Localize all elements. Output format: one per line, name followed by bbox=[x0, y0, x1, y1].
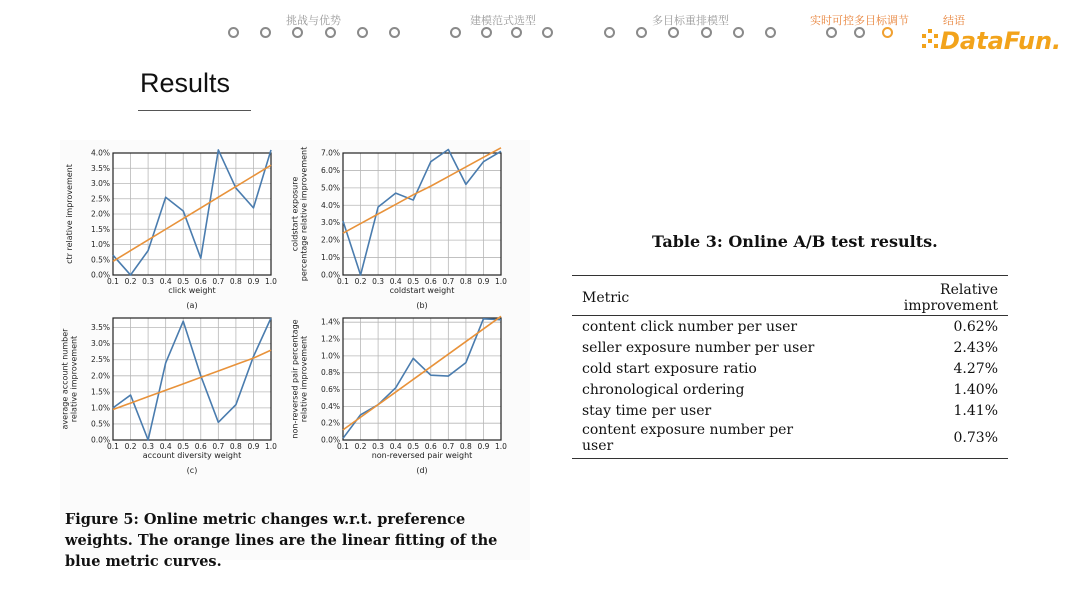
chart-c-x-tick-label: 0.9 bbox=[247, 442, 260, 451]
nav-dot[interactable] bbox=[636, 27, 647, 38]
chart-d-x-tick-label: 0.5 bbox=[407, 442, 420, 451]
chart-c-y-tick-label: 2.0% bbox=[90, 371, 110, 381]
datafun-logo bbox=[920, 22, 1070, 56]
chart-a-x-tick-label: 0.7 bbox=[212, 277, 225, 286]
table-row bbox=[572, 421, 1008, 459]
chart-a-x-tick-label: 0.1 bbox=[107, 277, 119, 286]
chart-a-y-tick-label: 0.5% bbox=[90, 255, 110, 265]
chart-a-x-tick-label: 0.6 bbox=[194, 277, 207, 286]
chart-b-y-tick-label: 2.0% bbox=[320, 235, 340, 245]
chart-d-x-tick-label: 0.8 bbox=[459, 442, 472, 451]
chart-a-panel-label: (a) bbox=[186, 301, 198, 310]
chart-d-y-axis-label: relative improvement bbox=[299, 335, 309, 423]
table-row bbox=[572, 400, 1008, 421]
chart-b-y-tick-label: 4.0% bbox=[320, 200, 340, 210]
nav-dot[interactable] bbox=[604, 27, 615, 38]
nav-label-rerank-model[interactable]: 多目标重排模型 bbox=[652, 14, 729, 27]
chart-a-y-tick-label: 0.0% bbox=[90, 270, 110, 280]
chart-d-x-tick-label: 1.0 bbox=[495, 442, 507, 451]
chart-d-x-tick-label: 0.6 bbox=[424, 442, 437, 451]
nav-label-paradigm[interactable]: 建模范式选型 bbox=[470, 14, 536, 27]
chart-d-x-axis-label: non-reversed pair weight bbox=[371, 451, 473, 460]
chart-b-x-tick-label: 0.9 bbox=[477, 277, 490, 286]
chart-d-y-tick-label: 1.4% bbox=[320, 317, 340, 327]
metric-cell: chronological ordering bbox=[582, 381, 745, 398]
table-row bbox=[572, 316, 1008, 338]
chart-c-y-tick-label: 0.0% bbox=[90, 435, 110, 445]
nav-dot[interactable] bbox=[228, 27, 239, 38]
improvement-cell: 2.43% bbox=[953, 339, 998, 356]
chart-c-y-tick-label: 3.5% bbox=[90, 323, 110, 333]
nav-dot[interactable] bbox=[292, 27, 303, 38]
chart-b-y-tick-label: 3.0% bbox=[320, 218, 340, 228]
improvement-cell: 0.62% bbox=[953, 318, 998, 335]
chart-c bbox=[60, 310, 290, 482]
chart-b-x-axis-label: coldstart weight bbox=[389, 286, 455, 295]
chart-b-y-tick-label: 1.0% bbox=[320, 253, 340, 263]
chart-d-panel-label: (d) bbox=[416, 466, 428, 475]
chart-d-y-tick-label: 1.0% bbox=[320, 351, 340, 361]
slide-title: Results bbox=[140, 68, 231, 98]
chart-a bbox=[60, 145, 290, 317]
metric-cell: stay time per user bbox=[582, 402, 712, 419]
nav-label-conclusion[interactable]: 结语 bbox=[943, 14, 965, 27]
chart-a-x-axis-label: click weight bbox=[168, 286, 216, 295]
table-row bbox=[572, 358, 1008, 379]
nav-label-challenges[interactable]: 挑战与优势 bbox=[286, 14, 341, 27]
chart-a-y-tick-label: 2.0% bbox=[90, 209, 110, 219]
chart-a-y-tick-label: 4.0% bbox=[90, 148, 110, 158]
chart-a-y-tick-label: 3.5% bbox=[90, 163, 110, 173]
chart-c-x-axis-label: account diversity weight bbox=[142, 451, 242, 460]
chart-a-x-tick-label: 0.4 bbox=[159, 277, 172, 286]
chart-b-x-tick-label: 0.8 bbox=[459, 277, 472, 286]
nav-dot[interactable] bbox=[854, 27, 865, 38]
metric-cell: cold start exposure ratio bbox=[582, 360, 757, 377]
chart-c-x-tick-label: 0.2 bbox=[124, 442, 137, 451]
chart-d-y-tick-label: 0.2% bbox=[320, 418, 340, 428]
chart-d-y-tick-label: 1.2% bbox=[320, 334, 340, 344]
nav-dot[interactable] bbox=[260, 27, 271, 38]
improvement-cell: 0.73% bbox=[834, 421, 1008, 459]
column-header-metric: Metric bbox=[572, 276, 834, 316]
chart-d-y-tick-label: 0.4% bbox=[320, 401, 340, 411]
title-underline bbox=[138, 110, 251, 111]
chart-a-x-tick-label: 0.5 bbox=[177, 277, 190, 286]
metric-cell: content click number per user bbox=[582, 318, 798, 335]
chart-b-x-tick-label: 1.0 bbox=[495, 277, 507, 286]
chart-b-panel-label: (b) bbox=[416, 301, 428, 310]
results-table bbox=[572, 275, 1008, 459]
chart-b-x-tick-label: 0.3 bbox=[372, 277, 385, 286]
nav-dot[interactable] bbox=[733, 27, 744, 38]
chart-b bbox=[290, 145, 520, 317]
chart-a-y-axis-label: ctr relative improvement bbox=[65, 164, 74, 264]
chart-c-y-tick-label: 3.0% bbox=[90, 339, 110, 349]
nav-dot[interactable] bbox=[325, 27, 336, 38]
chart-d-y-tick-label: 0.0% bbox=[320, 435, 340, 445]
nav-dot-current[interactable] bbox=[882, 27, 893, 38]
chart-b-x-tick-label: 0.6 bbox=[424, 277, 437, 286]
chart-d-y-axis-label: non-reversed pair percentage bbox=[290, 319, 300, 439]
chart-b-y-tick-label: 6.0% bbox=[320, 165, 340, 175]
nav-dot[interactable] bbox=[826, 27, 837, 38]
chart-c-x-tick-label: 0.3 bbox=[142, 442, 155, 451]
chart-a-y-tick-label: 2.5% bbox=[90, 194, 110, 204]
improvement-cell: 1.40% bbox=[953, 381, 998, 398]
chart-c-y-tick-label: 0.5% bbox=[90, 419, 110, 429]
chart-b-x-tick-label: 0.7 bbox=[442, 277, 455, 286]
nav-dot[interactable] bbox=[511, 27, 522, 38]
chart-b-y-tick-label: 0.0% bbox=[320, 270, 340, 280]
chart-b-x-tick-label: 0.4 bbox=[389, 277, 402, 286]
logo-text: DataFun. bbox=[940, 27, 1062, 55]
table-row bbox=[572, 337, 1008, 358]
nav-dot[interactable] bbox=[668, 27, 679, 38]
chart-c-x-tick-label: 0.7 bbox=[212, 442, 225, 451]
chart-b-y-tick-label: 7.0% bbox=[320, 148, 340, 158]
chart-b-y-axis-label: coldstart exposure bbox=[290, 176, 300, 252]
nav-label-realtime-control[interactable]: 实时可控多目标调节 bbox=[810, 14, 909, 27]
nav-dot[interactable] bbox=[357, 27, 368, 38]
chart-b-y-tick-label: 5.0% bbox=[320, 183, 340, 193]
chart-c-x-tick-label: 0.5 bbox=[177, 442, 190, 451]
metric-cell: seller exposure number per user bbox=[582, 339, 815, 356]
chart-d-y-tick-label: 0.8% bbox=[320, 368, 340, 378]
chart-c-plot-area bbox=[113, 318, 271, 440]
nav-dot[interactable] bbox=[389, 27, 400, 38]
nav-dot[interactable] bbox=[542, 27, 553, 38]
chart-c-panel-label: (c) bbox=[186, 466, 198, 475]
table-header-row bbox=[572, 276, 1008, 316]
chart-a-x-tick-label: 0.9 bbox=[247, 277, 260, 286]
chart-d-x-tick-label: 0.2 bbox=[354, 442, 367, 451]
chart-d bbox=[290, 310, 520, 482]
chart-d-x-tick-label: 0.4 bbox=[389, 442, 402, 451]
chart-a-x-tick-label: 0.2 bbox=[124, 277, 137, 286]
nav-dot[interactable] bbox=[450, 27, 461, 38]
chart-c-x-tick-label: 0.6 bbox=[194, 442, 207, 451]
improvement-cell: 1.41% bbox=[953, 402, 998, 419]
chart-c-x-tick-label: 0.4 bbox=[159, 442, 172, 451]
figure-caption: Figure 5: Online metric changes w.r.t. preference weights. The orange lines are the linear fitting of the blue metric curves. bbox=[65, 511, 498, 570]
chart-a-x-tick-label: 0.3 bbox=[142, 277, 155, 286]
column-header-improvement: Relative improvement bbox=[834, 276, 1008, 316]
nav-dot[interactable] bbox=[481, 27, 492, 38]
chart-c-y-axis-label: relative improvement bbox=[69, 335, 79, 423]
improvement-cell: 4.27% bbox=[953, 360, 998, 377]
chart-c-x-tick-label: 0.8 bbox=[229, 442, 242, 451]
table-row bbox=[572, 379, 1008, 400]
chart-c-y-tick-label: 1.5% bbox=[90, 387, 110, 397]
chart-a-y-tick-label: 1.0% bbox=[90, 240, 110, 249]
chart-c-x-tick-label: 1.0 bbox=[265, 442, 277, 451]
chart-d-x-tick-label: 0.7 bbox=[442, 442, 455, 451]
chart-b-x-tick-label: 0.5 bbox=[407, 277, 420, 286]
chart-b-plot-area bbox=[343, 153, 501, 275]
chart-a-y-tick-label: 3.0% bbox=[90, 179, 110, 188]
nav-dot[interactable] bbox=[765, 27, 776, 38]
nav-dot[interactable] bbox=[701, 27, 712, 38]
chart-d-y-tick-label: 0.6% bbox=[320, 385, 340, 395]
metric-cell: content exposure number per user bbox=[572, 421, 834, 459]
table-title: Table 3: Online A/B test results. bbox=[652, 232, 938, 251]
chart-d-x-tick-label: 0.3 bbox=[372, 442, 385, 451]
chart-d-x-tick-label: 0.9 bbox=[477, 442, 490, 451]
chart-c-x-tick-label: 0.1 bbox=[107, 442, 119, 451]
chart-a-x-tick-label: 1.0 bbox=[265, 277, 277, 286]
chart-a-y-tick-label: 1.5% bbox=[90, 224, 110, 234]
chart-c-y-tick-label: 2.5% bbox=[90, 355, 110, 365]
chart-b-y-axis-label: percentage relative improvement bbox=[299, 146, 309, 282]
chart-b-x-tick-label: 0.2 bbox=[354, 277, 367, 286]
chart-c-y-axis-label: average account number bbox=[60, 328, 70, 430]
chart-b-x-tick-label: 0.1 bbox=[337, 277, 349, 286]
chart-c-y-tick-label: 1.0% bbox=[90, 403, 110, 413]
chart-a-x-tick-label: 0.8 bbox=[229, 277, 242, 286]
chart-d-x-tick-label: 0.1 bbox=[337, 442, 349, 451]
